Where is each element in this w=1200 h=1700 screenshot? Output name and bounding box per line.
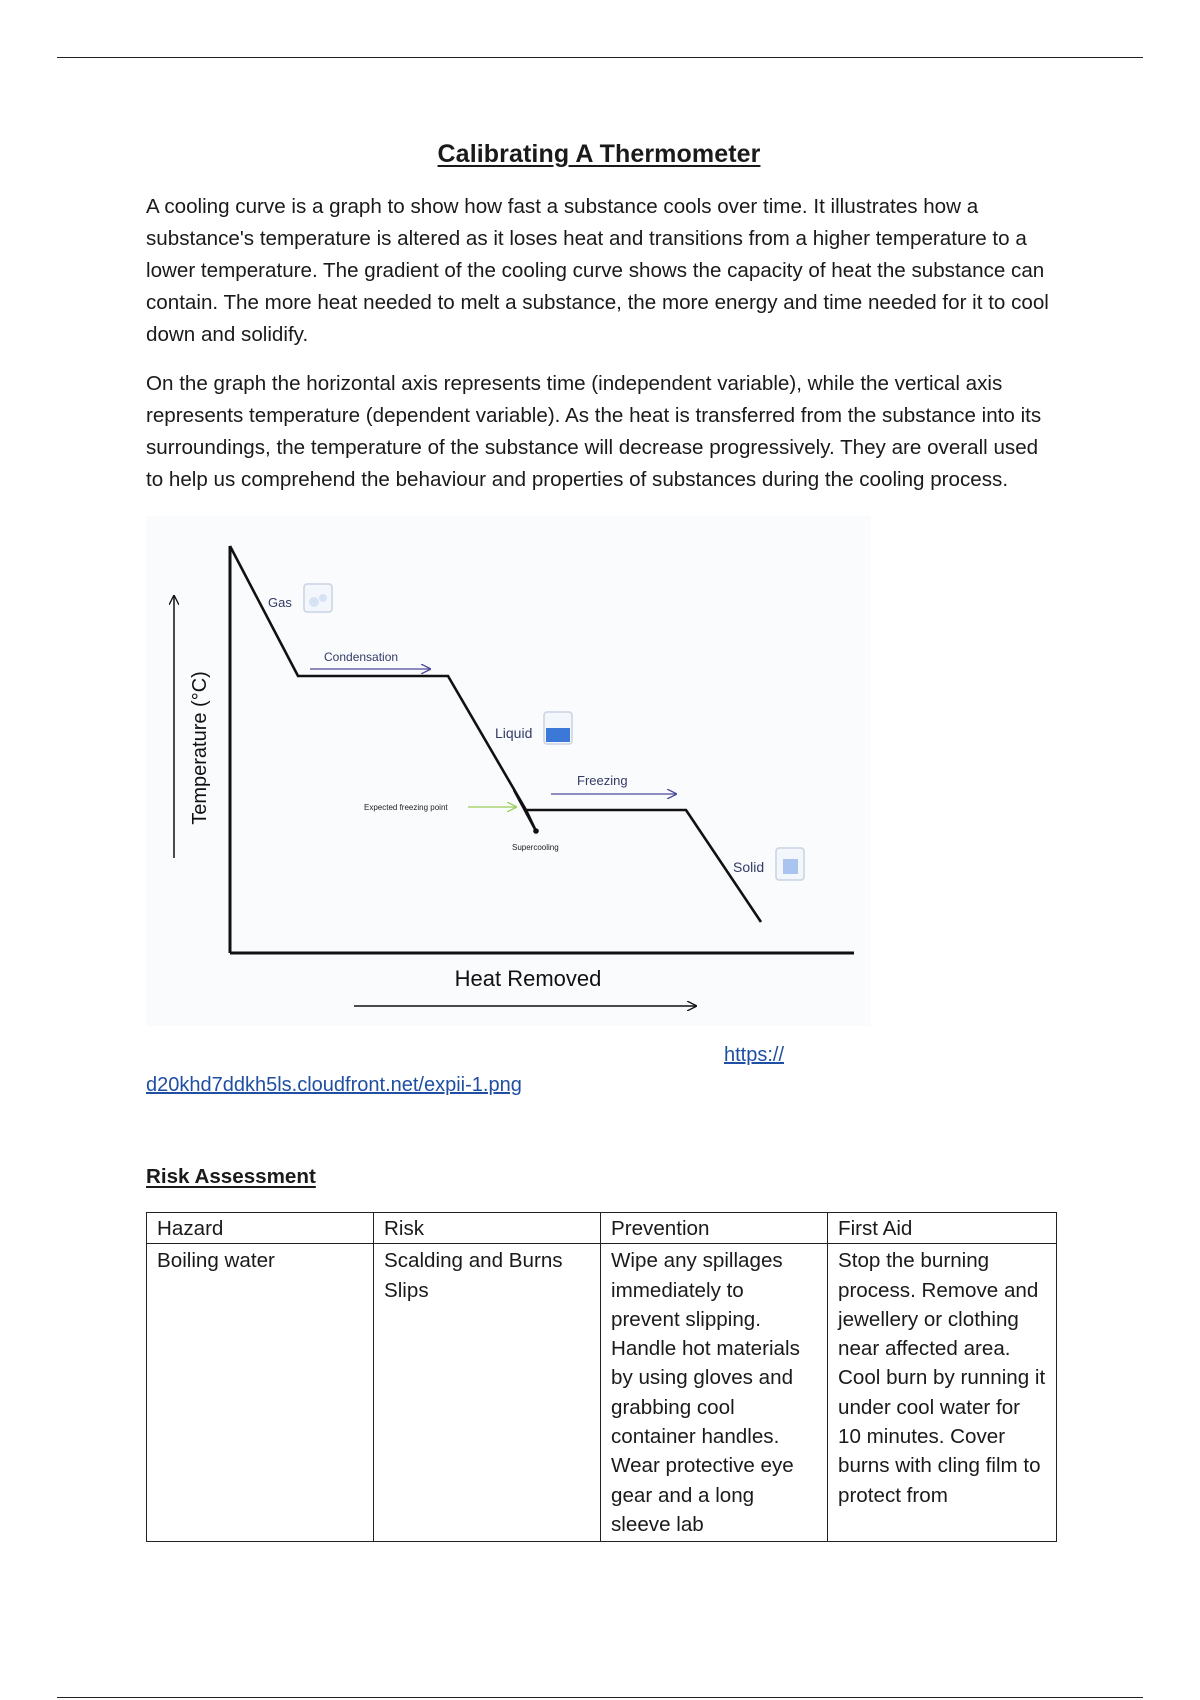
table-row <box>147 1244 1057 1542</box>
page-content <box>146 140 1052 1026</box>
liquid-label: Liquid <box>495 725 533 741</box>
x-axis-label: Heat Removed <box>454 966 602 991</box>
gas-label: Gas <box>268 595 292 610</box>
page-title: Calibrating A Thermometer <box>437 140 761 168</box>
gas-beaker-icon <box>304 584 332 612</box>
risk-assessment-table <box>146 1212 1057 1542</box>
first-aid-cell: Stop the burning process. Remove and jewellery or clothing near affected area. Cool burn by running it under cool water for 10 minutes. Cover burns with cling film to protect from <box>828 1244 1057 1542</box>
condensation-label: Condensation <box>324 650 399 664</box>
intro-paragraph: A cooling curve is a graph to show how fast a substance cools over time. It illustrates how a substance's temperature is altered as it loses heat and transitions from a higher temperature to a lower temperature. The gradient of the cooling curve shows the capacity of heat the substance can contain. The more heat needed to melt a substance, the more energy and time needed for it to cool down and solidify. <box>146 195 1049 346</box>
supercooling-label: Supercooling <box>512 843 559 852</box>
column-header-hazard: Hazard <box>147 1213 374 1244</box>
risk-line: Scalding and Burns <box>384 1249 563 1273</box>
solid-label: Solid <box>733 859 765 875</box>
source-link-part2[interactable]: d20khd7ddkh5ls.cloudfront.net/expii-1.png <box>146 1074 522 1096</box>
column-header-prevention: Prevention <box>601 1213 828 1244</box>
risk-assessment-heading: Risk Assessment <box>146 1165 316 1188</box>
source-link-part1[interactable]: https:// <box>724 1044 785 1066</box>
liquid-beaker-icon <box>544 712 572 744</box>
cooling-curve-figure <box>146 516 871 1026</box>
y-axis-label: Temperature (°C) <box>189 671 211 825</box>
axes-paragraph: On the graph the horizontal axis represents time (independent variable), while the vertical axis represents temperature (dependent variable). As the heat is transferred from the substance into its surroundings, the temperature of the substance will decrease progressively. They are overall used to help us comprehend the behaviour and properties of substances during the cooling process. <box>146 372 1042 491</box>
expected-freezing-point-label: Expected freezing point <box>364 803 448 812</box>
supercooling-point <box>533 828 539 834</box>
column-header-first-aid: First Aid <box>828 1213 1057 1244</box>
column-header-risk: Risk <box>374 1213 601 1244</box>
footer-rule <box>57 1697 1143 1698</box>
freezing-label: Freezing <box>577 773 628 788</box>
solid-beaker-icon <box>776 848 804 880</box>
risk-line: Slips <box>384 1278 429 1302</box>
risk-cell <box>374 1244 601 1542</box>
cooling-curve-diagram <box>146 516 871 1026</box>
header-rule <box>57 57 1143 58</box>
hazard-cell: Boiling water <box>147 1244 374 1542</box>
prevention-cell: Wipe any spillages immediately to prevent slipping. Handle hot materials by using gloves and grabbing cool container handles. Wear protective eye gear and a long sleeve lab <box>601 1244 828 1542</box>
table-header-row <box>147 1213 1057 1244</box>
